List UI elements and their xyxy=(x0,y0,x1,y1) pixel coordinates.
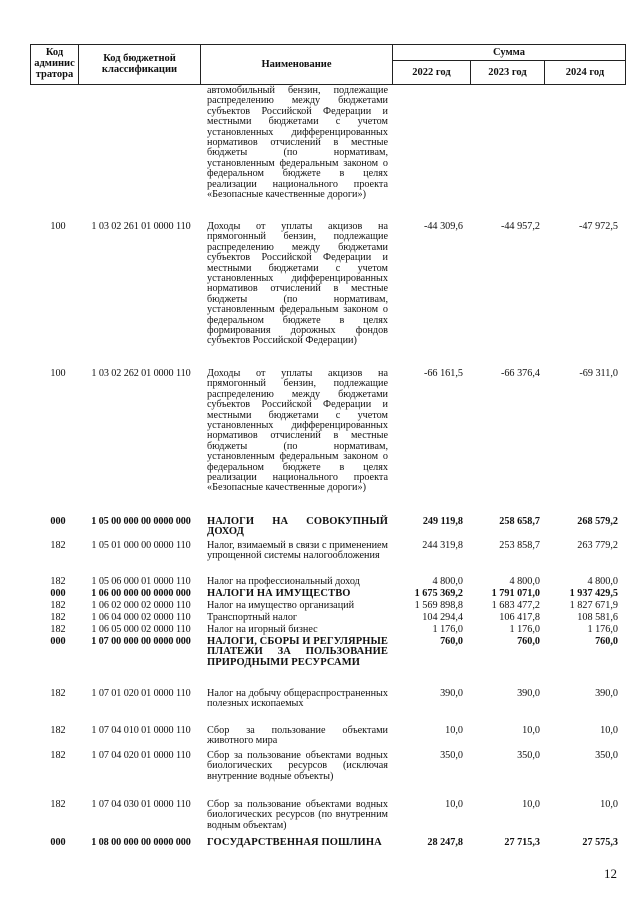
row-admin-code: 182 xyxy=(50,612,66,623)
row-name: Доходы от уплаты акцизов на прямогонный бензин, подлежащие распределению между бюджетами субъектов Российской Федерации и местными бюджетами с учетом установленных дифференцированных нормативов отчислений в местные бюджеты (по нормативам, установленным федеральным законом о федеральном бюджете в целях реализации национального проекта «Безопасные качественные дороги») xyxy=(207,368,388,494)
row-value-2022: -44 309,6 xyxy=(423,221,463,232)
row-admin-code: 182 xyxy=(50,600,66,611)
row-kbk-code: 1 06 00 000 00 0000 000 xyxy=(91,588,191,599)
row-value-2024: 350,0 xyxy=(595,750,618,761)
row-name: Доходы от уплаты акцизов на прямогонный бензин, подлежащие распределению между бюджетами субъектов Российской Федерации и местными бюджетами с учетом установленных дифференцированных нормативов отчислений в местные бюджеты (по нормативам, установленным федеральным законом о федеральном бюджете в целях формирования дорожных фондов субъектов Российской Федерации) xyxy=(207,221,388,347)
row-name: Налог на игорный бизнес xyxy=(207,624,318,635)
row-value-2024: 4 800,0 xyxy=(587,576,618,587)
row-kbk-code: 1 06 04 000 02 0000 110 xyxy=(91,612,191,623)
row-admin-code: 182 xyxy=(50,750,66,761)
row-name: Сбор за пользование объектами водных биологических ресурсов (по внутренним водным объектам) xyxy=(207,799,388,831)
row-value-2022: 1 569 898,8 xyxy=(414,600,463,611)
row-name: Налог на имущество организаций xyxy=(207,600,355,611)
row-value-2022: 350,0 xyxy=(440,750,463,761)
row-value-2023: 1 176,0 xyxy=(509,624,540,635)
row-kbk-code: 1 03 02 261 01 0000 110 xyxy=(91,221,191,232)
row-kbk-code: 1 07 04 030 01 0000 110 xyxy=(91,799,191,810)
header-year-2023: 2023 год xyxy=(488,67,527,78)
row-value-2023: 760,0 xyxy=(517,636,540,647)
row-value-2022: 4 800,0 xyxy=(432,576,463,587)
row-kbk-code: 1 05 00 000 00 0000 000 xyxy=(91,516,191,527)
row-name: Транспортный налог xyxy=(207,612,298,623)
row-value-2022: 10,0 xyxy=(445,799,463,810)
row-value-2023: -44 957,2 xyxy=(500,221,540,232)
header-year-2022: 2022 год xyxy=(412,67,451,78)
row-name: Налог, взимаемый в связи с применением упрощенной системы налогообложения xyxy=(207,540,388,562)
row-kbk-code: 1 07 04 020 01 0000 110 xyxy=(91,750,191,761)
row-value-2024: 268 579,2 xyxy=(577,516,618,527)
row-value-2023: 1 791 071,0 xyxy=(491,588,540,599)
row-kbk-code: 1 06 02 000 02 0000 110 xyxy=(91,600,191,611)
row-admin-code: 182 xyxy=(50,799,66,810)
row-kbk-code: 1 05 06 000 01 0000 110 xyxy=(91,576,191,587)
row-name: НАЛОГИ, СБОРЫ И РЕГУЛЯРНЫЕ ПЛАТЕЖИ ЗА ПОЛЬЗОВАНИЕ ПРИРОДНЫМИ РЕСУРСАМИ xyxy=(207,636,388,668)
row-admin-code: 000 xyxy=(50,516,66,527)
page-number: 12 xyxy=(604,866,617,881)
header-admin-line2: админис xyxy=(34,58,75,69)
row-value-2024: 10,0 xyxy=(600,725,618,736)
row-value-2024: 760,0 xyxy=(595,636,618,647)
row-name: автомобильный бензин, подлежащие распределению между бюджетами субъектов Российской Федерации и местными бюджетами с учетом установленных дифференцированных нормативов отчислений в местные бюджеты (по нормативам, установленным федеральным законом о федеральном бюджете в целях реализации национального проекта «Безопасные качественные дороги») xyxy=(207,85,388,201)
row-kbk-code: 1 08 00 000 00 0000 000 xyxy=(91,837,191,848)
row-admin-code: 000 xyxy=(50,837,66,848)
row-admin-code: 100 xyxy=(50,221,66,232)
header-kbk-line1: Код бюджетной xyxy=(103,53,176,64)
row-value-2023: 10,0 xyxy=(522,799,540,810)
row-value-2024: 108 581,6 xyxy=(577,612,618,623)
row-value-2024: 1 176,0 xyxy=(587,624,618,635)
row-admin-code: 000 xyxy=(50,588,66,599)
row-admin-code: 182 xyxy=(50,725,66,736)
row-value-2024: 263 779,2 xyxy=(577,540,618,551)
row-value-2023: 258 658,7 xyxy=(499,516,540,527)
row-name: ГОСУДАРСТВЕННАЯ ПОШЛИНА xyxy=(207,837,382,848)
header-sum: Сумма xyxy=(493,47,525,58)
row-value-2023: 4 800,0 xyxy=(509,576,540,587)
row-value-2022: 104 294,4 xyxy=(422,612,463,623)
row-name: Налог на профессиональный доход xyxy=(207,576,360,587)
header-name: Наименование xyxy=(261,59,332,70)
row-value-2022: 760,0 xyxy=(440,636,463,647)
row-value-2024: 390,0 xyxy=(595,688,618,699)
row-name: Сбор за пользование объектами водных биологических ресурсов (исключая внутренние водные объекты) xyxy=(207,750,388,782)
row-kbk-code: 1 05 01 000 00 0000 110 xyxy=(91,540,191,551)
row-name: Сбор за пользование объектами животного мира xyxy=(207,725,388,747)
row-value-2024: 1 827 671,9 xyxy=(569,600,618,611)
row-admin-code: 182 xyxy=(50,540,66,551)
row-value-2023: 10,0 xyxy=(522,725,540,736)
row-value-2022: 390,0 xyxy=(440,688,463,699)
row-kbk-code: 1 03 02 262 01 0000 110 xyxy=(91,368,191,379)
row-kbk-code: 1 06 05 000 02 0000 110 xyxy=(91,624,191,635)
row-value-2024: -47 972,5 xyxy=(578,221,618,232)
row-value-2022: 1 675 369,2 xyxy=(414,588,463,599)
header-kbk-line2: классификации xyxy=(101,64,178,75)
row-value-2023: 350,0 xyxy=(517,750,540,761)
row-name: НАЛОГИ НА СОВОКУПНЫЙ ДОХОД xyxy=(207,516,388,538)
header-year-2024: 2024 год xyxy=(565,67,605,78)
row-value-2023: 106 417,8 xyxy=(499,612,540,623)
row-kbk-code: 1 07 00 000 00 0000 000 xyxy=(91,636,191,647)
row-value-2022: 1 176,0 xyxy=(432,624,463,635)
row-name: НАЛОГИ НА ИМУЩЕСТВО xyxy=(207,588,351,599)
row-kbk-code: 1 07 01 020 01 0000 110 xyxy=(91,688,191,699)
row-value-2022: 10,0 xyxy=(445,725,463,736)
row-value-2024: -69 311,0 xyxy=(579,368,618,379)
row-value-2022: -66 161,5 xyxy=(423,368,463,379)
row-value-2022: 244 319,8 xyxy=(422,540,463,551)
row-value-2023: 390,0 xyxy=(517,688,540,699)
row-kbk-code: 1 07 04 010 01 0000 110 xyxy=(91,725,191,736)
row-admin-code: 182 xyxy=(50,688,66,699)
row-value-2023: -66 376,4 xyxy=(500,368,540,379)
row-value-2022: 249 119,8 xyxy=(422,516,463,527)
row-value-2024: 10,0 xyxy=(600,799,618,810)
row-value-2024: 1 937 429,5 xyxy=(569,588,618,599)
row-admin-code: 000 xyxy=(50,636,66,647)
row-admin-code: 100 xyxy=(50,368,66,379)
row-value-2022: 28 247,8 xyxy=(427,837,463,848)
header-admin-line3: тратора xyxy=(35,69,74,80)
row-value-2024: 27 575,3 xyxy=(582,837,618,848)
row-value-2023: 27 715,3 xyxy=(504,837,540,848)
row-value-2023: 253 858,7 xyxy=(499,540,540,551)
row-admin-code: 182 xyxy=(50,624,66,635)
row-name: Налог на добычу общераспространенных полезных ископаемых xyxy=(207,688,388,710)
row-value-2023: 1 683 477,2 xyxy=(491,600,540,611)
header-admin-line1: Код xyxy=(45,47,64,58)
row-admin-code: 182 xyxy=(50,576,66,587)
